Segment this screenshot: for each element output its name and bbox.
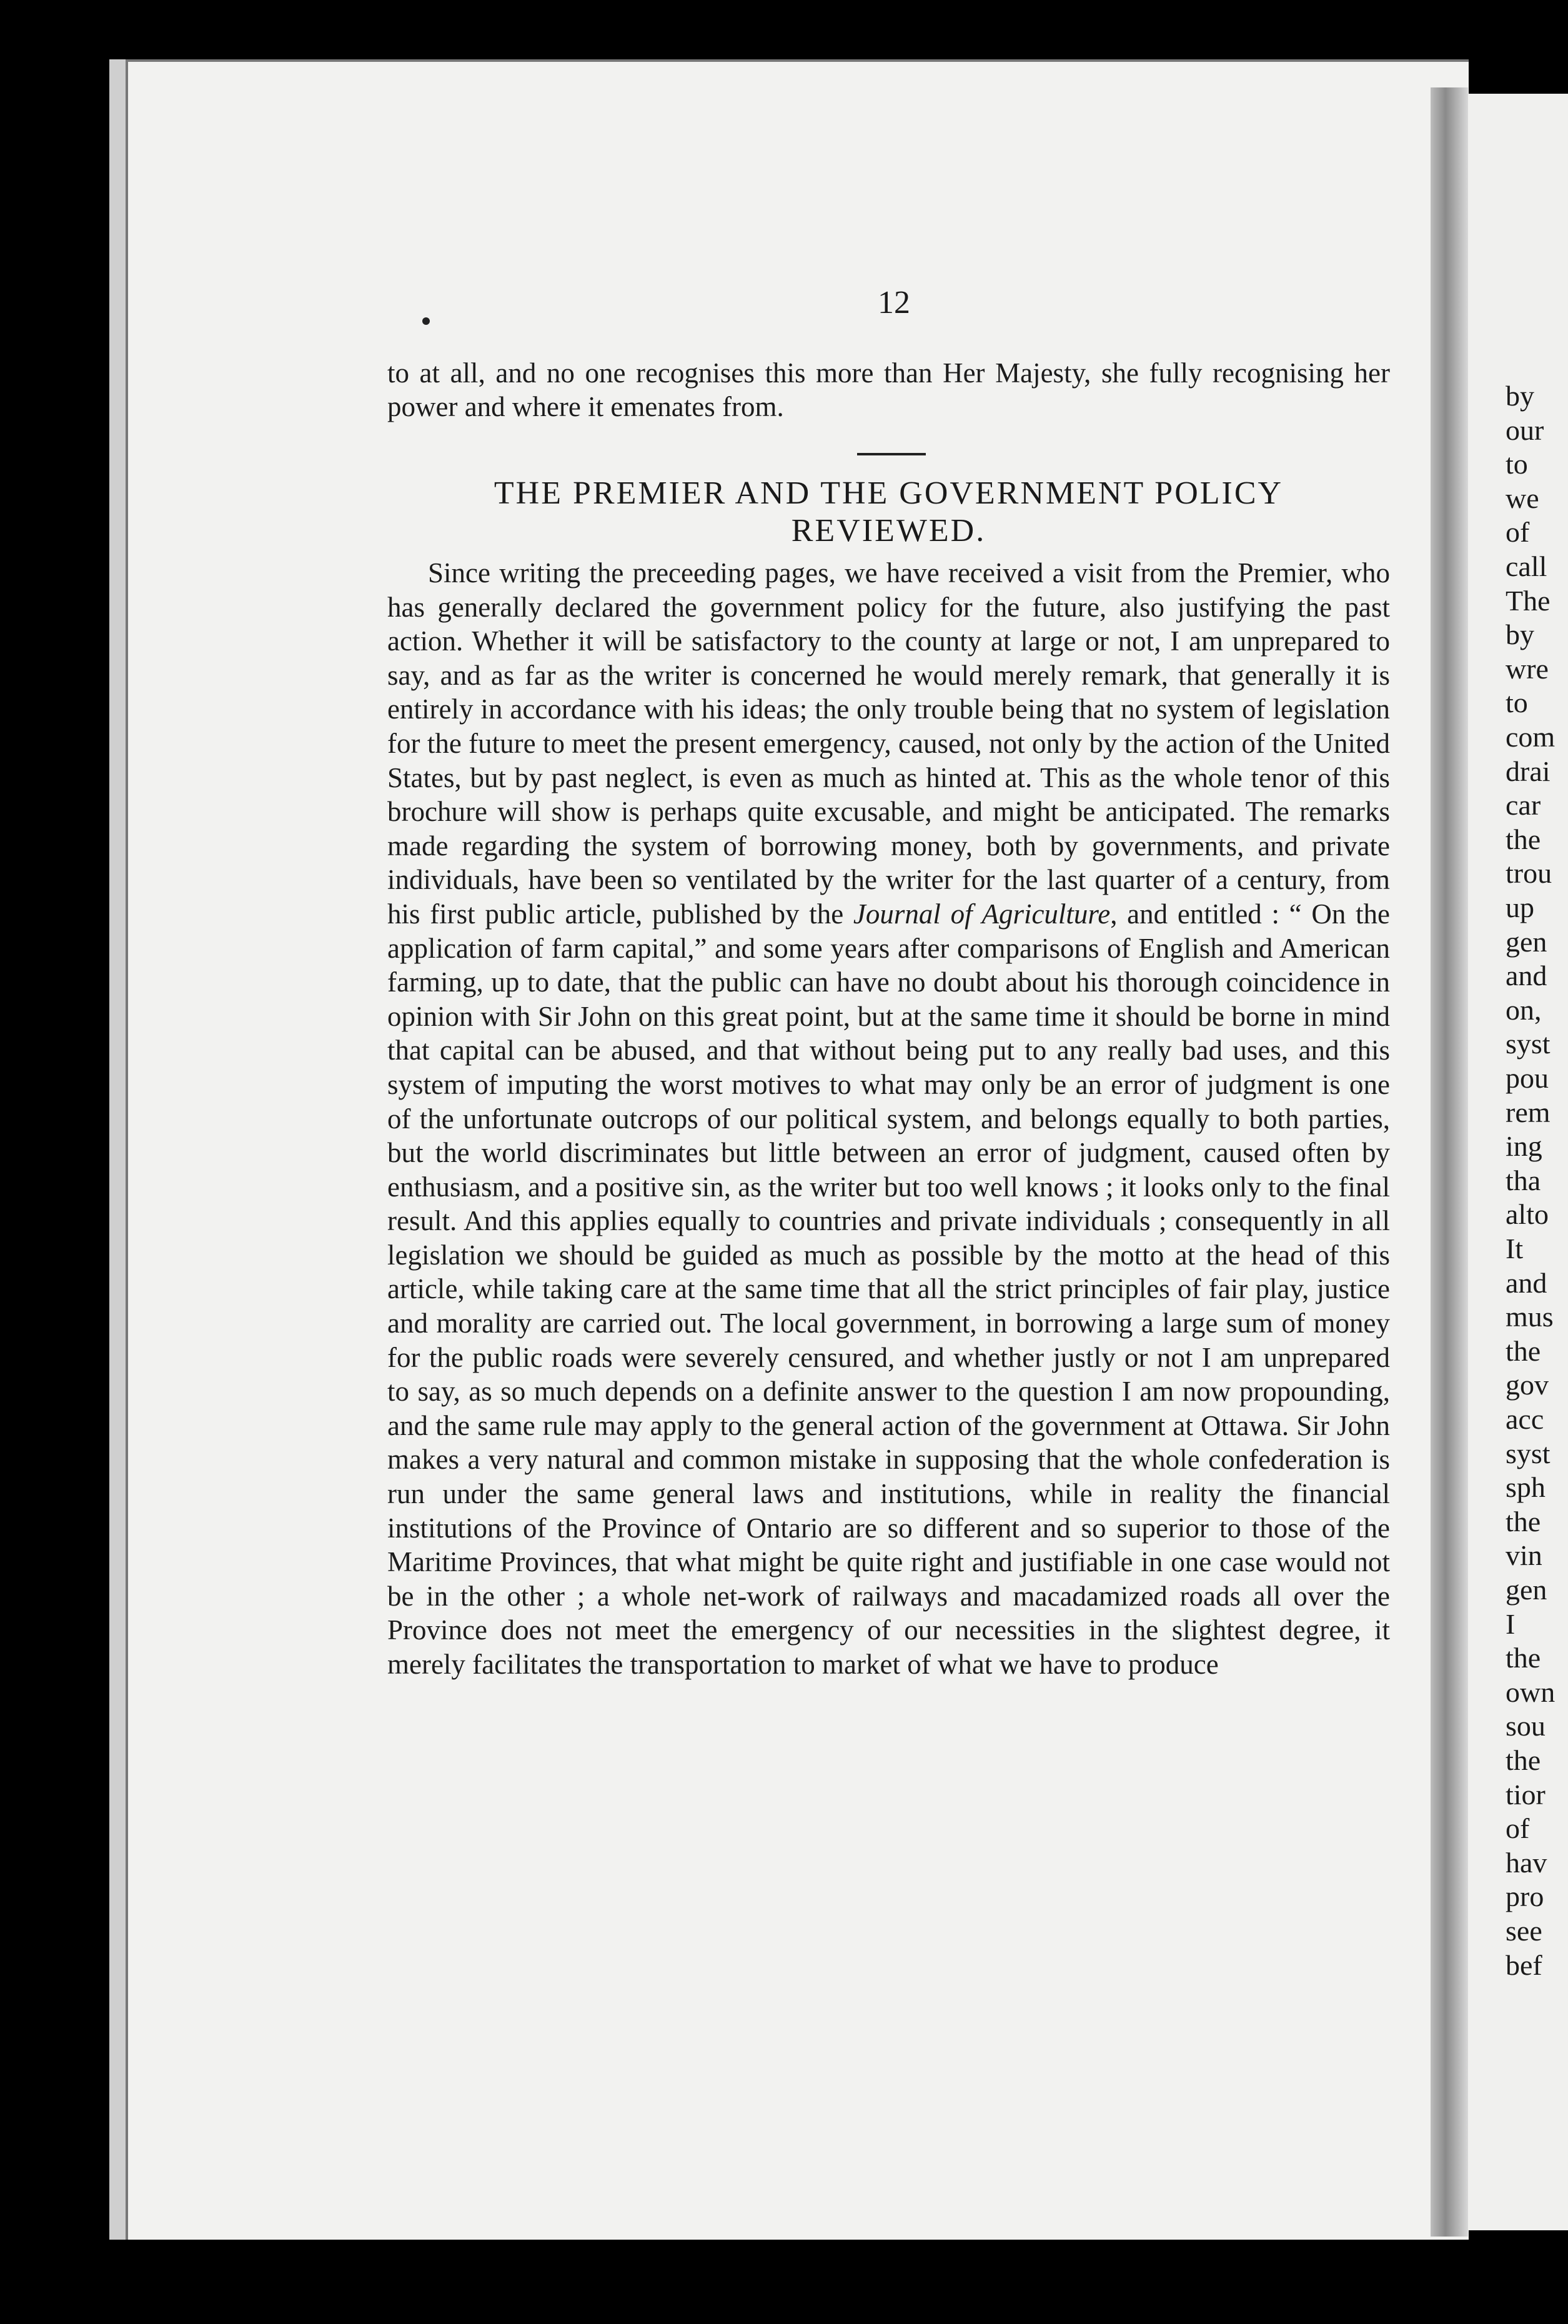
facing-page-line: and bbox=[1506, 960, 1547, 992]
facing-page-line: call bbox=[1506, 550, 1547, 582]
facing-page-line: sph bbox=[1506, 1471, 1546, 1504]
facing-page-line: trou bbox=[1506, 857, 1552, 890]
facing-page-line: by bbox=[1506, 618, 1534, 651]
facing-page-line: The bbox=[1506, 584, 1551, 617]
facing-page-line: tior bbox=[1506, 1778, 1546, 1810]
facing-page-line: sou bbox=[1506, 1710, 1546, 1742]
ink-mark bbox=[422, 317, 430, 325]
facing-page-line: mus bbox=[1506, 1301, 1554, 1333]
page-number: 12 bbox=[878, 285, 910, 320]
facing-page-line: on, bbox=[1506, 993, 1542, 1026]
facing-page-line: the bbox=[1506, 823, 1541, 855]
facing-page-line: pro bbox=[1506, 1880, 1544, 1913]
facing-page-line: syst bbox=[1506, 1028, 1551, 1060]
facing-page-line: I bbox=[1506, 1607, 1516, 1640]
section-heading-line-2: REVIEWED. bbox=[791, 513, 986, 549]
body-part-1: Since writing the preceeding pages, we have received a visit from the Premier, who has generally declared the government policy for the future, also justifying the past action. Whether it will be satisfactory to the county at large or not, I am unprepared to say, and as far as the writer is concerned he would merely remark, that generally it is entirely in accordance with his ideas; the only trouble being that no system of legislation for the future to meet the present emergency, caused, not only by the action of the United States, but by past neglect, is even as much as hinted at. This as the whole tenor of this brochure will show is perhaps quite excusable, and might be anticipated. The remarks made regarding the system of borrowing money, both by governments, and private individuals, have been so ventilated by the writer for the last quarter of a century, from his first public article, published by the bbox=[387, 557, 1390, 930]
facing-page-line: gov bbox=[1506, 1369, 1549, 1401]
facing-page-line: by bbox=[1506, 380, 1534, 412]
facing-page-line: gen bbox=[1506, 1574, 1547, 1606]
facing-page-line: the bbox=[1506, 1334, 1541, 1367]
page-gutter bbox=[1431, 87, 1468, 2237]
facing-page-line: rem bbox=[1506, 1096, 1551, 1128]
facing-page-line: and bbox=[1506, 1266, 1547, 1299]
facing-page-line: ing bbox=[1506, 1130, 1542, 1163]
facing-page-line: our bbox=[1506, 414, 1544, 446]
section-heading bbox=[387, 475, 1390, 550]
facing-page-line: syst bbox=[1506, 1437, 1551, 1469]
facing-page-line: gen bbox=[1506, 925, 1547, 958]
facing-page-line: pou bbox=[1506, 1062, 1549, 1094]
facing-page-line: of bbox=[1506, 1812, 1530, 1845]
facing-page-line: the bbox=[1506, 1505, 1541, 1537]
facing-page-line: to bbox=[1506, 687, 1528, 719]
facing-page-line: bef bbox=[1506, 1949, 1542, 1981]
section-heading-line-1: THE PREMIER AND THE GOVERNMENT POLICY bbox=[494, 475, 1284, 511]
facing-page-line: the bbox=[1506, 1744, 1541, 1776]
facing-page-line: drai bbox=[1506, 755, 1551, 787]
facing-page-fragment bbox=[1468, 94, 1568, 2230]
facing-page-line: vin bbox=[1506, 1539, 1542, 1572]
body-paragraph-text bbox=[387, 556, 1390, 1682]
facing-page-line: alto bbox=[1506, 1198, 1549, 1231]
facing-page-line: the bbox=[1506, 1642, 1541, 1674]
facing-page-line: see bbox=[1506, 1915, 1542, 1947]
facing-page-line: com bbox=[1506, 721, 1556, 753]
section-rule bbox=[857, 453, 926, 455]
body-part-2: , and entitled : “ On the application of farm capital,” and some years after comparisons of English and American farming, up to date, that the public can have no doubt about his thorough coincidence in opinion with Sir John on this great point, but at the same time it should be borne in mind that capital can be abused, and that without being put to any really bad uses, and this system of imputing the worst motives to what may only be an error of judgment is one of the unfortunate outcrops of our political system, and belongs equally to both parties, but the world discriminates but little between an error of judgment, caused often by enthusiasm, and a positive sin, as the writer but too well knows ; it looks only to the final result. And this applies equally to countries and private individuals ; consequently in all legislation we should be guided as much as possible by the motto at the head of this article, while taking care at the same time that all the strict principles of fair play, justice and morality are carried out. The local government, in borrowing a large sum of money for the public roads were severely censured, and whether justly or not I am unprepared to say, as so much depends on a definite answer to the question I am now propounding, and the same rule may apply to the general action of the government at Ottawa. Sir John makes a very natural and common mistake in supposing that the whole confederation is run under the same general laws and institutions, while in reality the financial institutions of the Province of Ontario are so different and so superior to those of the Maritime Provinces, that what might be quite right and justifiable in one case would not be in the other ; a whole net-work of railways and macadamized roads all over the Province does not meet the emergency of our necessities in the slightest degree, it merely facilitates the transportation to market of what we have to produce bbox=[387, 898, 1390, 1680]
facing-page-line: we bbox=[1506, 482, 1539, 514]
facing-page-line: It bbox=[1506, 1233, 1524, 1264]
body-paragraph bbox=[387, 556, 1390, 1682]
facing-page-line: wre bbox=[1506, 652, 1549, 685]
facing-page-line: car bbox=[1506, 789, 1541, 822]
facing-page-line: of bbox=[1506, 516, 1530, 549]
facing-page-line: own bbox=[1506, 1676, 1556, 1708]
facing-page-line: tha bbox=[1506, 1164, 1541, 1196]
facing-page-line: to bbox=[1506, 448, 1528, 480]
facing-page-line: up bbox=[1506, 891, 1534, 923]
facing-page-line: acc bbox=[1506, 1403, 1544, 1435]
journal-title: Journal of Agriculture bbox=[853, 898, 1111, 930]
facing-page-line: hav bbox=[1506, 1846, 1547, 1879]
opening-paragraph: to at all, and no one recognises this more than Her Majesty, she fully recognising her power and where it emenates from. bbox=[387, 357, 1390, 422]
